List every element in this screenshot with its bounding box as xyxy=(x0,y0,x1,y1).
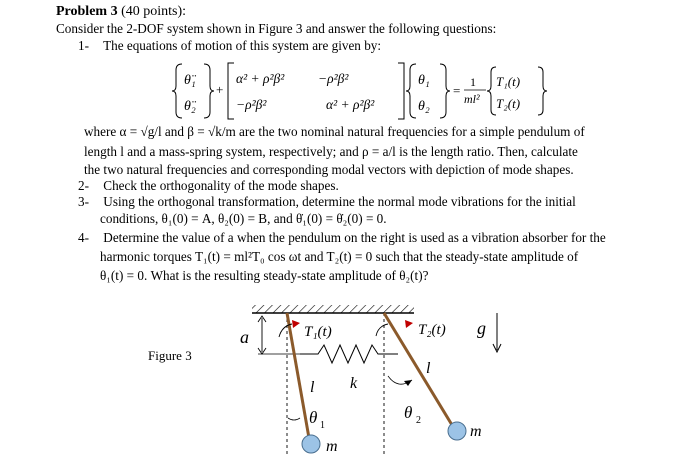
label-theta1: θ xyxy=(309,408,318,427)
fraction-numerator: 1 xyxy=(470,75,476,89)
label-m-left: m xyxy=(326,438,338,455)
theta1-arc xyxy=(288,418,300,420)
label-k: k xyxy=(350,375,358,392)
question-number: 4- xyxy=(78,230,89,245)
question-4-line-3: θ₁(t) = 0. What is the resulting steady-state amplitude of θ₂(t)? xyxy=(100,268,429,283)
theta-entry-2: θ₂ xyxy=(418,99,430,114)
question-text: Using the orthogonal transformation, determine the normal mode vibrations for the initial xyxy=(103,194,576,209)
problem-points: (40 points): xyxy=(121,4,187,19)
paragraph-line-2: length l and a mass-spring system, respectively; and ρ = a/l is the length ratio. Then, calculate xyxy=(84,144,578,159)
lhs-entry-1: θ̈₁ xyxy=(184,73,196,88)
theta2-arrowhead xyxy=(404,380,412,386)
question-number: 2- xyxy=(78,178,89,193)
label-m-right: m xyxy=(470,423,482,440)
label-theta2-sub: 2 xyxy=(416,415,421,426)
label-theta1-sub: 1 xyxy=(320,420,325,431)
label-theta2: θ xyxy=(404,403,413,422)
problem-heading: Problem 3 xyxy=(56,4,118,19)
label-l-right: l xyxy=(426,360,431,377)
plus-sign: + xyxy=(216,82,224,97)
label-l-left: l xyxy=(310,379,315,396)
spring-k xyxy=(300,345,398,363)
question-number: 3- xyxy=(78,194,89,209)
label-a: a xyxy=(240,327,249,347)
question-text: Determine the value of a when the pendulum on the right is used as a vibration absorber for the xyxy=(103,230,606,245)
rhs-entry-2: T₂(t) xyxy=(496,96,521,111)
equals-sign: = xyxy=(453,83,461,98)
question-3-continued: conditions, θ₁(0) = A, θ₂(0) = B, and θ̇₁(0) = θ̇₂(0) = 0. xyxy=(100,211,387,226)
rhs-entry-1: T₁(t) xyxy=(496,74,521,89)
matrix-a11: α² + ρ²β² xyxy=(236,71,285,86)
torque-t2-arrowhead xyxy=(405,320,413,328)
question-text: The equations of motion of this system are given by: xyxy=(103,38,382,53)
torque-t2-arc xyxy=(376,324,388,336)
lhs-entry-2: θ̈₂ xyxy=(184,99,196,114)
label-t1: T₁(t) xyxy=(304,324,332,340)
label-t2: T₂(t) xyxy=(418,322,446,338)
matrix-a22: α² + ρ²β² xyxy=(326,97,375,112)
ceiling-hatch xyxy=(252,305,414,313)
paragraph-line-1: where α = √g/l and β = √k/m are the two nominal natural frequencies for a simple pendulum of xyxy=(84,124,585,139)
figure-label: Figure 3 xyxy=(148,348,192,363)
right-pendulum-mass xyxy=(448,422,466,440)
question-number: 1- xyxy=(78,38,89,53)
matrix-a21: −ρ²β² xyxy=(236,97,267,112)
matrix-a12: −ρ²β² xyxy=(318,71,349,86)
paragraph-line-3: the two natural frequencies and corresponding modal vectors with depiction of mode shapes. xyxy=(84,162,574,177)
theta-entry-1: θ₁ xyxy=(418,73,430,88)
problem-intro: Consider the 2-DOF system shown in Figure 3 and answer the following questions: xyxy=(56,21,497,36)
fraction-denominator: ml² xyxy=(464,92,480,106)
left-pendulum-mass xyxy=(302,435,320,453)
torque-t1-arrowhead xyxy=(292,320,300,328)
question-4-line-2: harmonic torques T₁(t) = ml²T₀ cos ωt and T₂(t) = 0 such that the steady-state amplitude of xyxy=(100,249,579,264)
label-g: g xyxy=(477,318,486,338)
question-text: Check the orthogonality of the mode shapes. xyxy=(103,178,339,193)
